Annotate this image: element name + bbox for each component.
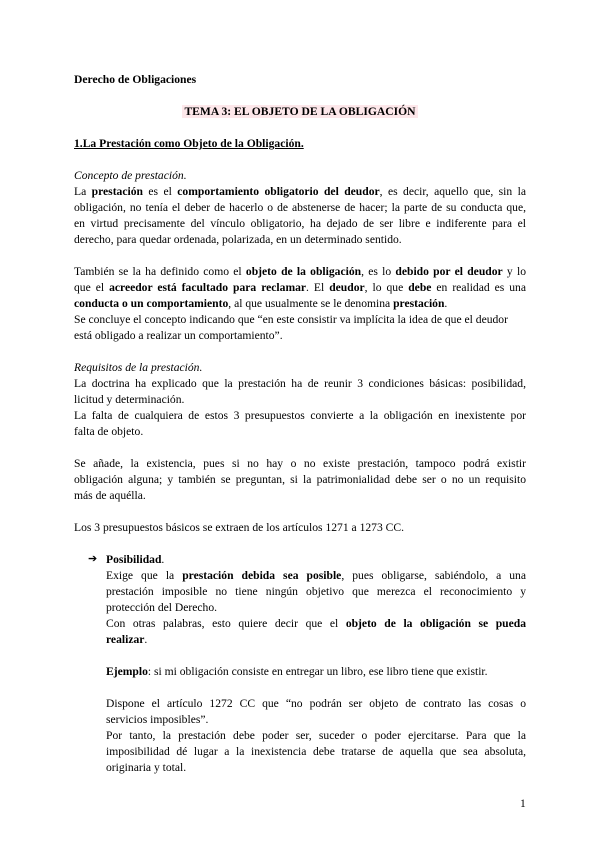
page-title-text: TEMA 3: EL OBJETO DE LA OBLIGACIÓN	[184, 105, 416, 118]
subheading-concepto: Concepto de prestación.	[74, 169, 187, 182]
subheading-requisitos: Requisitos de la prestación.	[74, 361, 203, 374]
arrow-bullet-icon: ➔	[88, 553, 98, 565]
course-header: Derecho de Obligaciones	[74, 73, 197, 86]
paragraph-line: más de aquélla.	[74, 489, 146, 502]
paragraph-line: derecho, para quedar ordenada, polarizada, en un determinado sentido.	[74, 233, 402, 246]
paragraph-line: obligación, no tenía el deber de hacerlo o de abstenerse de hacer; la parte de su conducta que,	[74, 201, 526, 214]
paragraph-line: La doctrina ha explicado que la prestación ha de reunir 3 condiciones básicas: posibilidad,	[74, 377, 526, 390]
paragraph-line: Por tanto, la prestación debe poder ser, suceder o poder ejercitarse. Para que la	[106, 729, 526, 742]
paragraph-line: en virtud precisamente del vínculo obligatorio, ha dejado de ser libre e indiferente para el	[74, 217, 526, 230]
paragraph-line: originaria y total.	[106, 761, 187, 774]
paragraph-line: Se concluye el concepto indicando que “en este consistir va implícita la idea de que el deudor	[74, 313, 508, 326]
paragraph-line: Se añade, la existencia, pues si no hay o no existe prestación, tampoco podrá existir	[74, 457, 526, 470]
paragraph-line: Con otras palabras, esto quiere decir que el objeto de la obligación se pueda	[106, 617, 526, 630]
paragraph-line: licitud y determinación.	[74, 393, 185, 406]
paragraph-line: realizar.	[106, 633, 148, 646]
bullet-heading: Posibilidad.	[106, 553, 165, 566]
paragraph-line: imposibilidad dé lugar a la inexistencia debe tratarse de aquella que sea absoluta,	[106, 745, 526, 758]
paragraph-line: La prestación es el comportamiento obligatorio del deudor, es decir, aquello que, sin la	[74, 185, 526, 198]
paragraph-line: La falta de cualquiera de estos 3 presupuestos convierte a la obligación en inexistente por	[74, 409, 526, 422]
page-title	[0, 104, 600, 120]
paragraph-line: Dispone el artículo 1272 CC que “no podrán ser objeto de contrato las cosas o	[106, 697, 526, 710]
paragraph-line: conducta o un comportamiento, al que usualmente se le denomina prestación.	[74, 297, 448, 310]
paragraph-line: falta de objeto.	[74, 425, 144, 438]
paragraph-line: prestación imposible no tiene ningún objetivo que merezca el reconocimiento y	[106, 585, 526, 598]
paragraph-line: Exige que la prestación debida sea posible, pues obligarse, sabiéndolo, a una	[106, 569, 526, 582]
section-heading: 1.La Prestación como Objeto de la Obligación.	[74, 137, 304, 150]
paragraph-line: obligación alguna; y también se preguntan, si la patrimonialidad debe ser o no un requisito	[74, 473, 526, 486]
paragraph-line: protección del Derecho.	[106, 601, 218, 614]
paragraph-line: Los 3 presupuestos básicos se extraen de los artículos 1271 a 1273 CC.	[74, 521, 405, 534]
page-number: 1	[520, 797, 526, 810]
paragraph-line: servicios imposibles”.	[106, 713, 209, 726]
paragraph-line: También se la ha definido como el objeto de la obligación, es lo debido por el deudor y lo	[74, 265, 526, 278]
example-line: Ejemplo: si mi obligación consiste en entregar un libro, ese libro tiene que existir.	[106, 665, 488, 678]
paragraph-line: que el acreedor está facultado para reclamar. El deudor, lo que debe en realidad es una	[74, 281, 526, 294]
paragraph-line: está obligado a realizar un comportamiento”.	[74, 329, 283, 342]
